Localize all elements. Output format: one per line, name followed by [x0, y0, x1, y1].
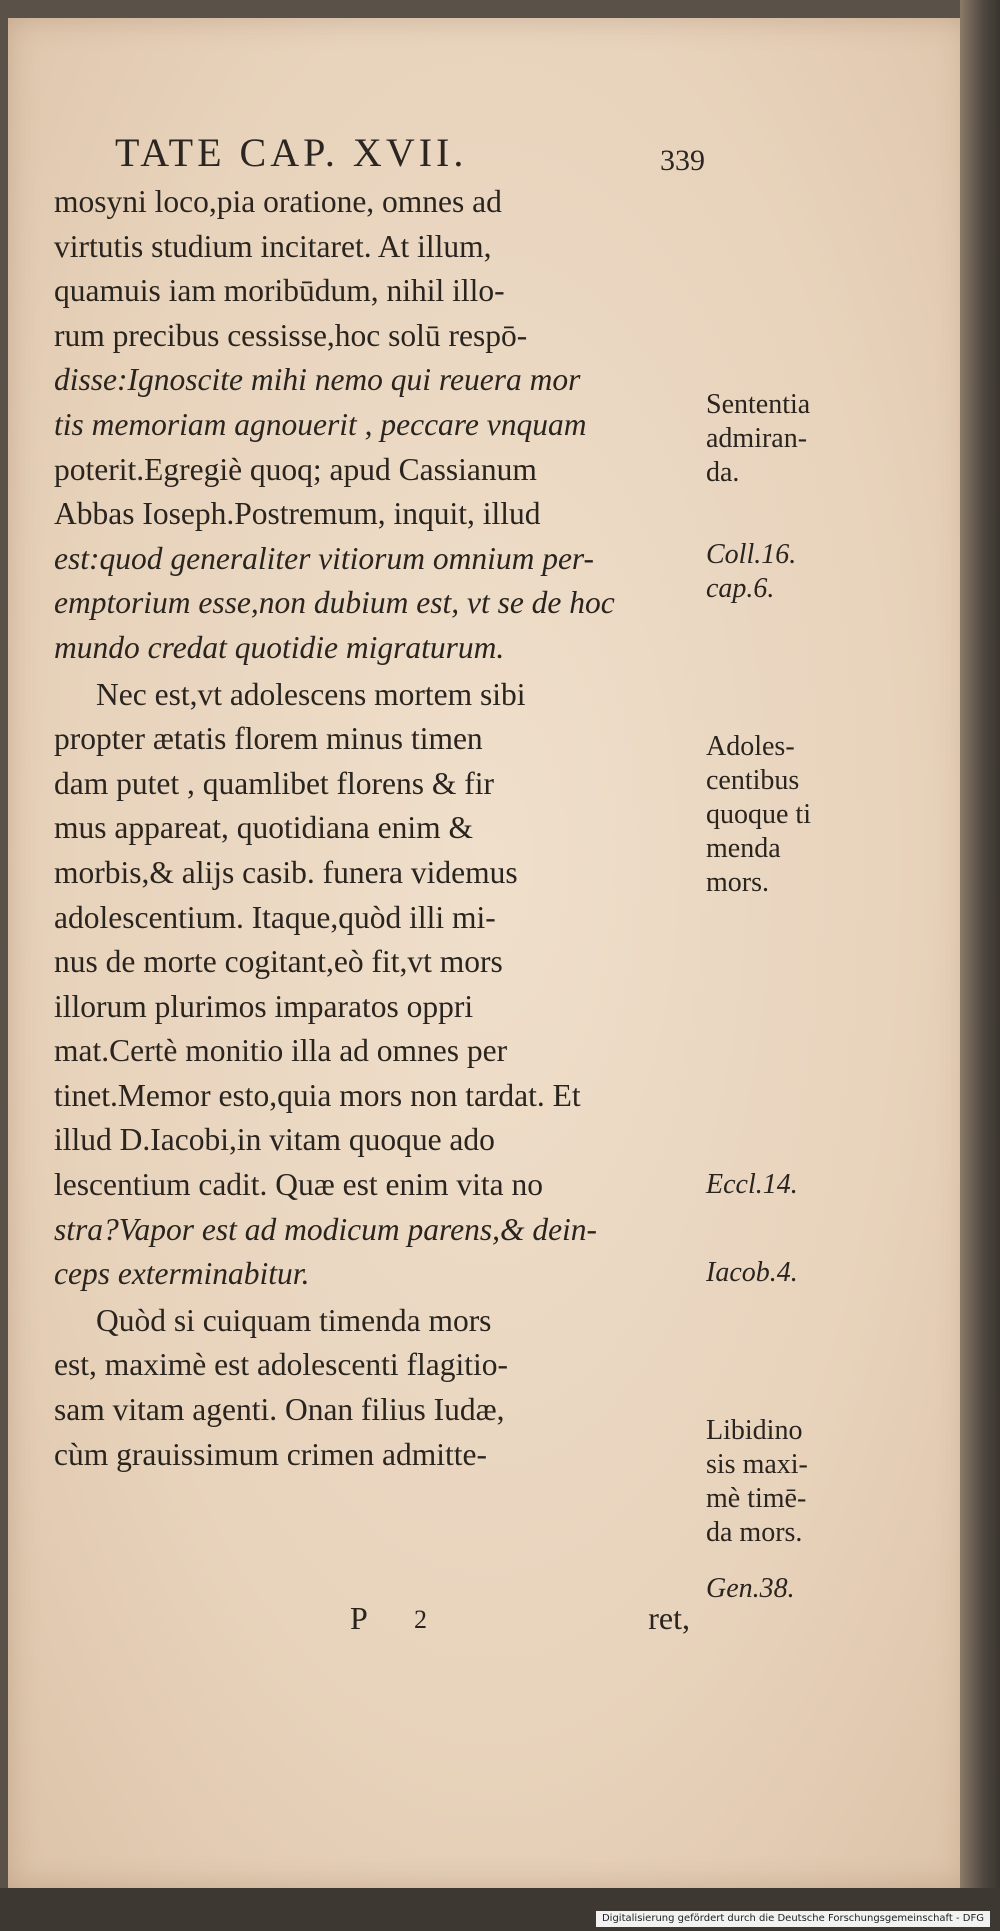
- text-line: propter ætatis florem minus timen: [54, 721, 483, 757]
- text-line: quamuis iam moribūdum, nihil illo-: [54, 273, 505, 309]
- marginal-note-sententia: [706, 388, 866, 490]
- marginal-note-line: mè timē-: [706, 1483, 807, 1514]
- text-line: cùm grauissimum crimen admitte-: [54, 1436, 488, 1472]
- text-line: Quòd si cuiquam timenda mors: [96, 1302, 492, 1338]
- text-line: mus appareat, quotidiana enim &: [54, 810, 474, 846]
- marginal-note-line: Sententia: [706, 389, 811, 420]
- marginal-note-libidinosis: [706, 1414, 866, 1550]
- text-line: lescentium cadit. Quæ est enim vita no: [54, 1167, 544, 1203]
- text-line: tis memoriam agnouerit , peccare vnquam: [54, 406, 587, 442]
- text-line: est:quod generaliter vitiorum omnium per-: [54, 540, 595, 576]
- text-line: morbis,& alijs casib. funera videmus: [54, 854, 518, 890]
- signature-mark: P: [350, 1600, 368, 1636]
- text-line: sam vitam agenti. Onan filius Iudæ,: [54, 1392, 505, 1428]
- marginal-note-line: centibus: [706, 765, 800, 796]
- text-line: Abbas Ioseph.Postremum, inquit, illud: [54, 496, 541, 532]
- marginal-note-line: admiran-: [706, 423, 808, 454]
- marginal-note-line: da mors.: [706, 1517, 803, 1548]
- marginal-note-line: Adoles-: [706, 731, 795, 762]
- text-line: illud D.Iacobi,in vitam quoque ado: [54, 1122, 495, 1158]
- marginal-note-adolescentibus: [706, 730, 866, 900]
- text-line: Nec est,vt adolescens mortem sibi: [96, 676, 526, 712]
- catchword: ret,: [648, 1600, 690, 1636]
- text-line: dam putet , quamlibet florens & fir: [54, 765, 495, 801]
- text-line: mosyni loco,pia oratione, omnes ad: [54, 184, 502, 219]
- signature-line: [350, 1600, 710, 1644]
- signature-number: 2: [414, 1605, 427, 1634]
- running-title: TATE CAP. XVII.: [115, 130, 468, 175]
- text-line: mat.Certè monitio illa ad omnes per: [54, 1033, 508, 1069]
- page-number: 339: [660, 144, 705, 177]
- marginal-note-line: Libidino: [706, 1415, 803, 1446]
- text-line: est, maximè est adolescenti flagitio-: [54, 1347, 508, 1383]
- scan-border: [0, 1888, 1000, 1931]
- main-text-block: [54, 180, 694, 1477]
- text-line: illorum plurimos imparatos oppri: [54, 988, 474, 1024]
- running-header: [115, 128, 705, 178]
- marginal-note-line: sis maxi-: [706, 1449, 808, 1480]
- marginal-note-line: cap.6.: [706, 573, 775, 604]
- text-line: virtutis studium incitaret. At illum,: [54, 228, 492, 264]
- text-line: disse:Ignoscite mihi nemo qui reuera mor: [54, 362, 581, 398]
- marginal-note-line: Gen.38.: [706, 1573, 795, 1604]
- text-line: adolescentium. Itaque,quòd illi mi-: [54, 899, 496, 935]
- marginal-note-line: da.: [706, 457, 740, 488]
- marginal-note-line: Coll.16.: [706, 539, 797, 570]
- marginal-note-iacob: [706, 1256, 866, 1290]
- text-line: rum precibus cessisse,hoc solū respō-: [54, 317, 528, 353]
- marginal-note-coll: [706, 538, 866, 606]
- text-line: mundo credat quotidie migraturum.: [54, 629, 505, 665]
- marginal-note-line: menda: [706, 833, 781, 864]
- text-line: tinet.Memor esto,quia mors non tardat. Et: [54, 1077, 581, 1113]
- marginal-note-line: Iacob.4.: [706, 1257, 798, 1288]
- marginal-note-eccl: [706, 1168, 866, 1202]
- marginal-note-line: quoque ti: [706, 799, 811, 830]
- book-spine: [960, 0, 1000, 1888]
- text-line: ceps exterminabitur.: [54, 1256, 310, 1292]
- text-line: stra?Vapor est ad modicum parens,& dein-: [54, 1211, 598, 1247]
- text-line: emptorium esse,non dubium est, vt se de hoc: [54, 585, 615, 621]
- digitization-credit: Digitalisierung gefördert durch die Deutsche Forschungsgemeinschaft - DFG: [596, 1911, 990, 1927]
- marginal-note-line: Eccl.14.: [706, 1169, 798, 1200]
- text-line: nus de morte cogitant,eò fit,vt mors: [54, 944, 503, 980]
- marginal-note-line: mors.: [706, 867, 769, 898]
- text-line: poterit.Egregiè quoq; apud Cassianum: [54, 451, 537, 487]
- marginal-note-gen: [706, 1572, 866, 1606]
